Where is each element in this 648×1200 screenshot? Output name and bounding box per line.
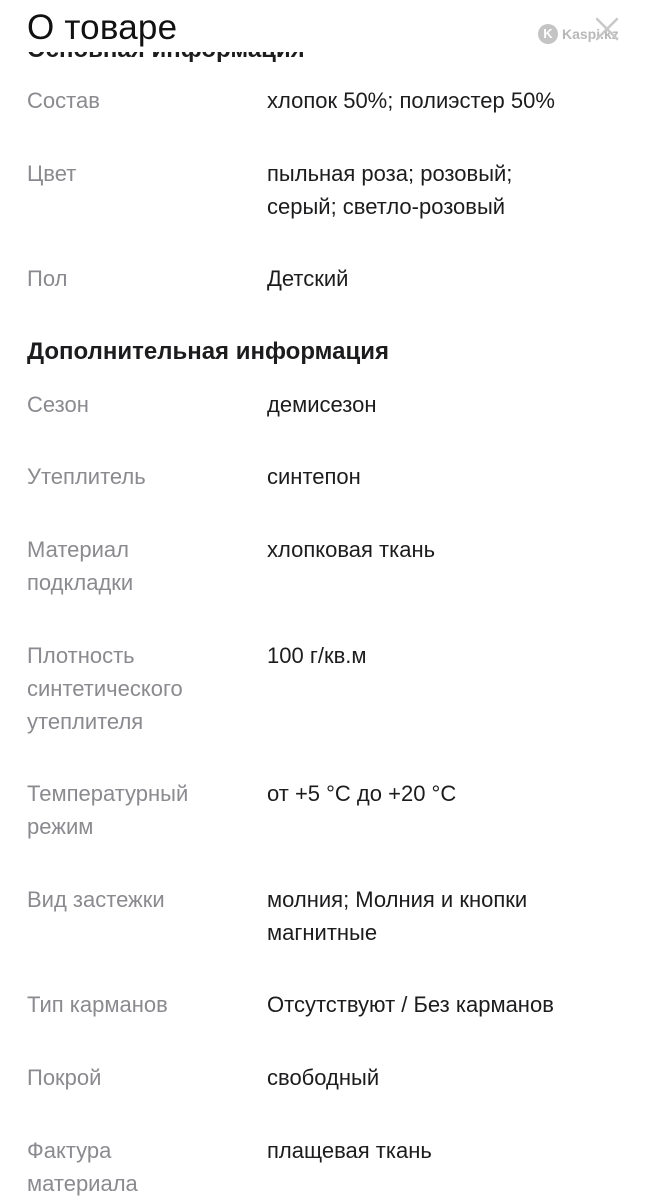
kaspi-logo-icon: K bbox=[538, 24, 558, 44]
close-icon bbox=[592, 14, 622, 44]
spec-label: Пол bbox=[27, 266, 68, 291]
spec-label: Температурный режим bbox=[27, 781, 189, 839]
spec-label: Тип карманов bbox=[27, 992, 168, 1017]
spec-value: Отсутствуют / Без карманов bbox=[267, 992, 554, 1017]
spec-label: Фактура материала bbox=[27, 1138, 138, 1196]
spec-label: Состав bbox=[27, 88, 100, 113]
spec-label: Покрой bbox=[27, 1065, 102, 1090]
spec-value: синтепон bbox=[267, 464, 361, 489]
section-heading-additional: Дополнительная информация bbox=[27, 338, 389, 365]
spec-value: плащевая ткань bbox=[267, 1138, 432, 1163]
spec-value: Детский bbox=[267, 266, 349, 291]
spec-value: молния; Молния и кнопки магнитные bbox=[267, 887, 528, 945]
header bbox=[0, 0, 648, 52]
spec-label: Утеплитель bbox=[27, 464, 146, 489]
spec-label: Материал подкладки bbox=[27, 537, 134, 595]
spec-label: Сезон bbox=[27, 392, 89, 417]
spec-label: Плотность синтетического утеплителя bbox=[27, 643, 183, 734]
close-button[interactable] bbox=[592, 14, 622, 44]
spec-value: пыльная роза; розовый; серый; светло-розовый bbox=[267, 161, 513, 219]
spec-value: свободный bbox=[267, 1065, 380, 1090]
spec-value: хлопковая ткань bbox=[267, 537, 436, 562]
spec-value: от +5 °C до +20 °C bbox=[267, 781, 457, 806]
page-title: О товаре bbox=[27, 8, 178, 47]
spec-value: демисезон bbox=[267, 392, 377, 417]
spec-value: хлопок 50%; полиэстер 50% bbox=[267, 88, 555, 113]
watermark-text: Kaspi.kz bbox=[562, 26, 619, 42]
spec-label: Цвет bbox=[27, 161, 77, 186]
spec-label: Вид застежки bbox=[27, 887, 165, 912]
spec-value: 100 г/кв.м bbox=[267, 643, 367, 668]
